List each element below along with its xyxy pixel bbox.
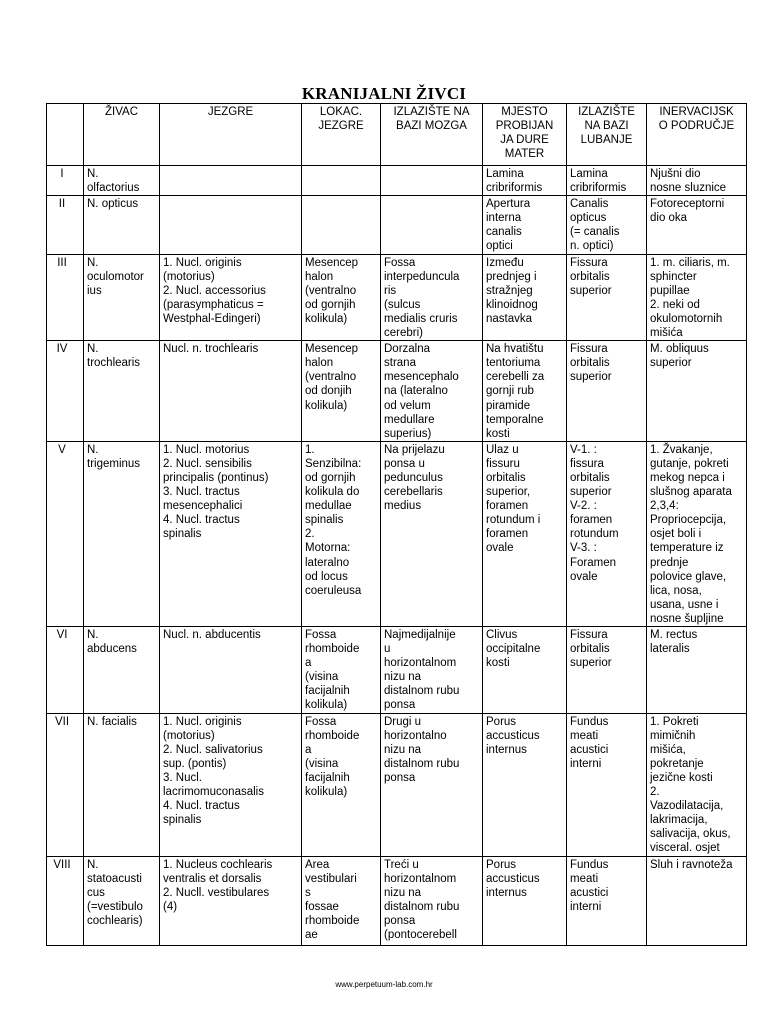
cell-innervation: Njušni dio nosne sluznice — [647, 166, 747, 196]
cell-skull-exit: Fundus meati acustici interni — [567, 856, 647, 945]
cell-nuclei: 1. Nucleus cochlearis ventralis et dorsalis 2. Nucll. vestibulares (4) — [160, 856, 302, 945]
cell-innervation: 1. Žvakanje, gutanje, pokreti mekog nepca i slušnog aparata 2,3,4: Propriocepcija, osjet boli i temperature iz prednje polovice glave, lica, nosa, usana, usne i nosne šupljine — [647, 441, 747, 626]
cell-dura-piercing: Clivus occipitalne kosti — [483, 627, 567, 714]
nerve-number: VIII — [47, 856, 84, 945]
table-row — [47, 254, 747, 341]
table-row — [47, 441, 747, 626]
page-title: KRANIJALNI ŽIVCI — [301, 84, 467, 103]
header-nerve: ŽIVAC — [84, 104, 160, 166]
nerve-number: IV — [47, 341, 84, 442]
cell-nuclei — [160, 196, 302, 254]
header-nuclei: JEZGRE — [160, 104, 302, 166]
cell-nerve: N. olfactorius — [84, 166, 160, 196]
nerve-number: VII — [47, 713, 84, 856]
header-nucleus-location: LOKAC. JEZGRE — [302, 104, 381, 166]
cell-nucleus-location: 1. Senzibilna: od gornjih kolikula do medullae spinalis 2. Motorna: lateralno od locus coeruleusa — [302, 441, 381, 626]
cell-brain-exit: Fossa interpeduncula ris (sulcus medialis cruris cerebri) — [381, 254, 483, 341]
table-row — [47, 196, 747, 254]
cell-nerve: N. facialis — [84, 713, 160, 856]
cell-innervation: M. obliquus superior — [647, 341, 747, 442]
cell-nuclei: 1. Nucl. motorius 2. Nucl. sensibilis principalis (pontinus) 3. Nucl. tractus mesencephalici 4. Nucl. tractus spinalis — [160, 441, 302, 626]
cell-dura-piercing: Porus accusticus internus — [483, 713, 567, 856]
cell-nucleus-location: Area vestibulari s fossae rhomboide ae — [302, 856, 381, 945]
cell-nucleus-location: Mesencep halon (ventralno od gornjih kolikula) — [302, 254, 381, 341]
footer-url: www.perpetuum-lab.com.hr — [335, 980, 433, 989]
cell-innervation: 1. Pokreti mimičnih mišića, pokretanje jezične kosti 2. Vazodilatacija, lakrimacija, salivacija, okus, visceral. osjet — [647, 713, 747, 856]
cell-nucleus-location — [302, 166, 381, 196]
cell-nuclei: 1. Nucl. originis (motorius) 2. Nucl. salivatorius sup. (pontis) 3. Nucl. lacrimomuconasalis 4. Nucl. tractus spinalis — [160, 713, 302, 856]
nerve-number: I — [47, 166, 84, 196]
cell-innervation: M. rectus lateralis — [647, 627, 747, 714]
cell-brain-exit: Najmedijalnije u horizontalnom nizu na distalnom rubu ponsa — [381, 627, 483, 714]
nerve-number: II — [47, 196, 84, 254]
cell-dura-piercing: Na hvatištu tentoriuma cerebelli za gornji rub piramide temporalne kosti — [483, 341, 567, 442]
cell-nerve: N. abducens — [84, 627, 160, 714]
nerve-number: VI — [47, 627, 84, 714]
cell-skull-exit: Lamina cribriformis — [567, 166, 647, 196]
cell-skull-exit: Fissura orbitalis superior — [567, 341, 647, 442]
cell-nerve: N. trochlearis — [84, 341, 160, 442]
cell-nucleus-location: Mesencep halon (ventralno od donjih kolikula) — [302, 341, 381, 442]
header-dura-piercing: MJESTO PROBIJAN JA DURE MATER — [483, 104, 567, 166]
cell-nucleus-location: Fossa rhomboide a (visina facijalnih kolikula) — [302, 713, 381, 856]
table-header-row — [47, 104, 747, 166]
table-row — [47, 341, 747, 442]
header-skull-exit: IZLAZIŠTE NA BAZI LUBANJE — [567, 104, 647, 166]
cell-nuclei: 1. Nucl. originis (motorius) 2. Nucl. accessorius (parasymphaticus = Westphal-Edingeri) — [160, 254, 302, 341]
cell-nuclei: Nucl. n. abducentis — [160, 627, 302, 714]
cell-nerve: N. statoacusti cus (=vestibulo cochlearis) — [84, 856, 160, 945]
cell-brain-exit: Na prijelazu ponsa u pedunculus cerebellaris medius — [381, 441, 483, 626]
cell-brain-exit: Treći u horizontalnom nizu na distalnom rubu ponsa (pontocerebell — [381, 856, 483, 945]
cranial-nerves-table — [46, 103, 747, 946]
table-row — [47, 856, 747, 945]
cell-innervation: Sluh i ravnoteža — [647, 856, 747, 945]
cell-skull-exit: Fundus meati acustici interni — [567, 713, 647, 856]
cell-nuclei: Nucl. n. trochlearis — [160, 341, 302, 442]
table-row — [47, 166, 747, 196]
nerve-number: V — [47, 441, 84, 626]
header-brain-exit: IZLAZIŠTE NA BAZI MOZGA — [381, 104, 483, 166]
cell-skull-exit: Canalis opticus (= canalis n. optici) — [567, 196, 647, 254]
cell-brain-exit — [381, 196, 483, 254]
table-row — [47, 713, 747, 856]
cell-nerve: N. opticus — [84, 196, 160, 254]
cell-dura-piercing: Porus accusticus internus — [483, 856, 567, 945]
cell-nucleus-location — [302, 196, 381, 254]
cell-nerve: N. oculomotor ius — [84, 254, 160, 341]
cell-nucleus-location: Fossa rhomboide a (visina facijalnih kolikula) — [302, 627, 381, 714]
cell-skull-exit: Fissura orbitalis superior — [567, 627, 647, 714]
cell-brain-exit: Drugi u horizontalno nizu na distalnom rubu ponsa — [381, 713, 483, 856]
cell-brain-exit — [381, 166, 483, 196]
nerve-number: III — [47, 254, 84, 341]
table-row — [47, 627, 747, 714]
header-innervation: INERVACIJSK O PODRUČJE — [647, 104, 747, 166]
cell-dura-piercing: Između prednjeg i stražnjeg klinoidnog nastavka — [483, 254, 567, 341]
cell-innervation: 1. m. ciliaris, m. sphincter pupillae 2. neki od okulomotornih mišića — [647, 254, 747, 341]
header-number — [47, 104, 84, 166]
cell-skull-exit: V-1. : fissura orbitalis superior V-2. : foramen rotundum V-3. : Foramen ovale — [567, 441, 647, 626]
cell-dura-piercing: Ulaz u fissuru orbitalis superior, foramen rotundum i foramen ovale — [483, 441, 567, 626]
cell-nuclei — [160, 166, 302, 196]
cell-dura-piercing: Apertura interna canalis optici — [483, 196, 567, 254]
cell-skull-exit: Fissura orbitalis superior — [567, 254, 647, 341]
cell-brain-exit: Dorzalna strana mesencephalo na (lateralno od velum medullare superius) — [381, 341, 483, 442]
cell-nerve: N. trigeminus — [84, 441, 160, 626]
cell-dura-piercing: Lamina cribriformis — [483, 166, 567, 196]
cell-innervation: Fotoreceptorni dio oka — [647, 196, 747, 254]
